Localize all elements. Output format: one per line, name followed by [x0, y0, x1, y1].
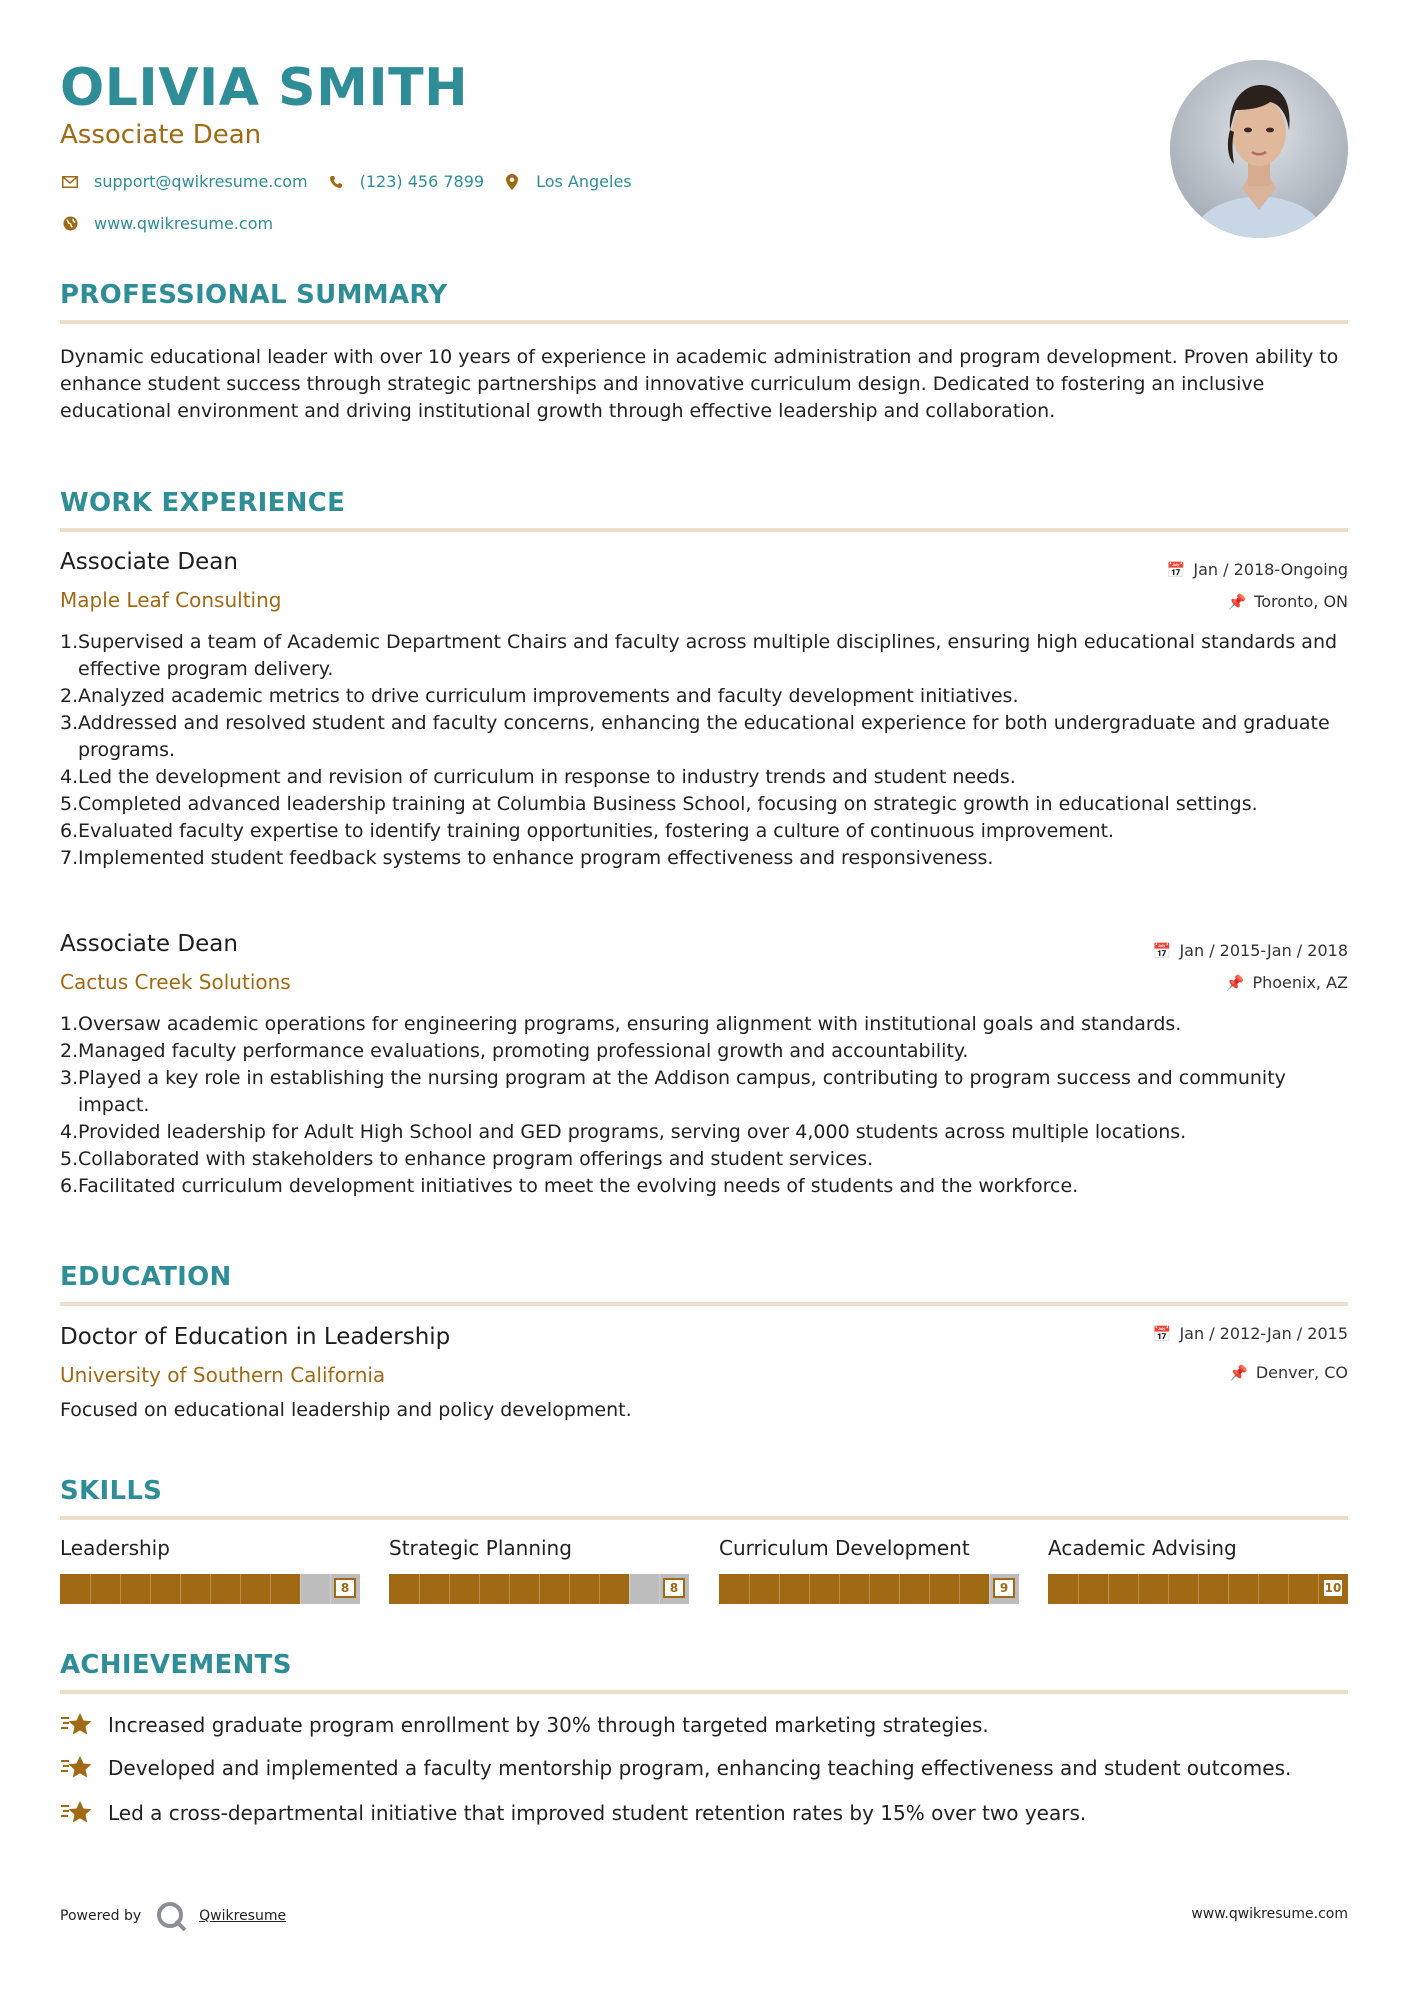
skill-segment-divider [419, 1574, 420, 1604]
qwikresume-brand-link[interactable]: Qwikresume [199, 1908, 287, 1924]
skill-score: 10 [1322, 1578, 1344, 1598]
achievement-text: Increased graduate program enrollment by 30% through targeted marketing strategies. [108, 1713, 989, 1737]
globe-icon [60, 216, 80, 231]
list-item: 6. Facilitated curriculum development initiatives to meet the evolving needs of students and the workforce. [60, 1175, 1079, 1197]
skill-segment-divider [240, 1574, 241, 1604]
list-item: 3. Played a key role in establishing the nursing program at the Addison campus, contributing to program success and community impact. [60, 1067, 1286, 1116]
summary-divider [60, 320, 1348, 324]
skill-bar [60, 1574, 360, 1604]
job-1-dates-text: Jan / 2018-Ongoing [1193, 560, 1348, 579]
achievement-text: Developed and implemented a faculty mentorship program, enhancing teaching effectiveness and student outcomes. [108, 1756, 1292, 1780]
trophy-star-icon [60, 1712, 94, 1738]
skill-name: Curriculum Development [719, 1536, 970, 1560]
powered-by-label: Powered by [60, 1908, 142, 1924]
job-1-bullets [60, 629, 1348, 872]
skill-bar [719, 1574, 1019, 1604]
job-1-dates [1167, 560, 1348, 579]
trophy-star-icon [60, 1755, 94, 1781]
phone-number[interactable]: (123) 456 7899 [359, 172, 485, 191]
skill-segment-divider [839, 1574, 840, 1604]
job-1-location-text: Toronto, ON [1254, 592, 1348, 611]
job-2-dates [1153, 941, 1348, 960]
experience-divider [60, 528, 1348, 532]
list-item: 5. Collaborated with stakeholders to enhance program offerings and student services. [60, 1148, 874, 1170]
contact-row-2 [60, 214, 291, 233]
education-divider [60, 1302, 1348, 1306]
skill-score: 8 [663, 1578, 685, 1598]
skill-segment-divider [809, 1574, 810, 1604]
skill-segment-divider [120, 1574, 121, 1604]
skill-segment-divider [959, 1574, 960, 1604]
skill-segment-divider [1078, 1574, 1079, 1604]
skill-segment-divider [300, 1574, 301, 1604]
trophy-star-icon [60, 1800, 94, 1826]
skill-academic-advising [1048, 1536, 1348, 1604]
job-2-location-text: Phoenix, AZ [1252, 973, 1348, 992]
education-location-text: Denver, CO [1255, 1363, 1348, 1382]
pushpin-icon: 📌 [1225, 974, 1245, 992]
skill-segment-divider [270, 1574, 271, 1604]
skill-segment-divider [899, 1574, 900, 1604]
candidate-title: Associate Dean [60, 120, 262, 150]
skill-segment-divider [449, 1574, 450, 1604]
achievements-divider [60, 1690, 1348, 1694]
summary-text: Dynamic educational leader with over 10 years of experience in academic administration and program development. Proven ability to enhance student success through strategic partnerships and innovative curriculum design. Dedicated to fostering an inclusive educational environment and driving institutional growth through effective leadership and collaboration. [60, 346, 1339, 422]
list-item: 7. Implemented student feedback systems to enhance program effectiveness and responsiveness. [60, 847, 994, 869]
skill-segment-divider [929, 1574, 930, 1604]
education-school: University of Southern California [60, 1363, 386, 1387]
list-item: 6. Evaluated faculty expertise to identify training opportunities, fostering a culture of continuous improvement. [60, 820, 1115, 842]
experience-heading: WORK EXPERIENCE [60, 488, 346, 518]
education-description: Focused on educational leadership and policy development. [60, 1399, 632, 1421]
achievements-heading: ACHIEVEMENTS [60, 1650, 292, 1680]
summary-heading: PROFESSIONAL SUMMARY [60, 280, 448, 310]
skill-segment-divider [1288, 1574, 1289, 1604]
job-2-company: Cactus Creek Solutions [60, 970, 291, 994]
skill-name: Academic Advising [1048, 1536, 1237, 1560]
skill-segment-divider [1228, 1574, 1229, 1604]
list-item: 2. Managed faculty performance evaluations, promoting professional growth and accountability. [60, 1040, 969, 1062]
skill-segment-divider [629, 1574, 630, 1604]
list-item: 3. Addressed and resolved student and faculty concerns, enhancing the educational experience for both undergraduate and graduate programs. [60, 712, 1330, 761]
job-2-bullets [60, 1011, 1348, 1200]
website-link[interactable]: www.qwikresume.com [94, 214, 274, 233]
skill-segment-divider [569, 1574, 570, 1604]
skill-strategic-planning [389, 1536, 689, 1604]
location-text: Los Angeles [536, 172, 632, 191]
list-item: 4. Led the development and revision of curriculum in response to industry trends and student needs. [60, 766, 1016, 788]
skill-segment-divider [479, 1574, 480, 1604]
skill-segment-divider [779, 1574, 780, 1604]
envelope-icon [60, 176, 80, 188]
achievement-item [60, 1755, 1291, 1781]
list-item: 2. Analyzed academic metrics to drive curriculum improvements and faculty development initiatives. [60, 685, 1019, 707]
skill-segment-divider [989, 1574, 990, 1604]
skill-segment-divider [869, 1574, 870, 1604]
skill-bar [1048, 1574, 1348, 1604]
skill-score: 8 [334, 1578, 356, 1598]
job-2-title: Associate Dean [60, 931, 238, 957]
education-location [1229, 1363, 1348, 1382]
skill-leadership [60, 1536, 360, 1604]
skill-score: 9 [993, 1578, 1015, 1598]
skill-segment-divider [150, 1574, 151, 1604]
skill-segment-divider [1168, 1574, 1169, 1604]
footer-website[interactable]: www.qwikresume.com [1191, 1906, 1348, 1922]
list-item: 5. Completed advanced leadership training at Columbia Business School, focusing on strategic growth in educational settings. [60, 793, 1258, 815]
footer-powered-by [60, 1900, 286, 1932]
list-item: 4. Provided leadership for Adult High School and GED programs, serving over 4,000 students across multiple locations. [60, 1121, 1187, 1143]
education-heading: EDUCATION [60, 1262, 232, 1292]
skill-segment-divider [1318, 1574, 1319, 1604]
skills-divider [60, 1516, 1348, 1520]
skill-segment-divider [1198, 1574, 1199, 1604]
pushpin-icon: 📌 [1227, 593, 1247, 611]
achievement-text: Led a cross-departmental initiative that improved student retention rates by 15% over two years. [108, 1801, 1087, 1825]
map-pin-icon [502, 174, 522, 190]
education-dates-text: Jan / 2012-Jan / 2015 [1179, 1324, 1348, 1343]
skill-name: Strategic Planning [389, 1536, 572, 1560]
skills-heading: SKILLS [60, 1476, 163, 1506]
job-2-dates-text: Jan / 2015-Jan / 2018 [1179, 941, 1348, 960]
calendar-icon: 📅 [1152, 942, 1172, 960]
skill-segment-divider [539, 1574, 540, 1604]
skill-segment-divider [180, 1574, 181, 1604]
education-dates [1153, 1324, 1348, 1343]
skill-segment-divider [1138, 1574, 1139, 1604]
skill-segment-divider [330, 1574, 331, 1604]
list-item: 1. Supervised a team of Academic Department Chairs and faculty across multiple disciplines, ensuring high educational standards and effective program delivery. [60, 631, 1338, 680]
contact-row-1 [60, 172, 650, 191]
calendar-icon: 📅 [1152, 1325, 1172, 1343]
achievement-item [60, 1800, 1086, 1826]
skill-segment-divider [599, 1574, 600, 1604]
candidate-name: OLIVIA SMITH [60, 58, 469, 118]
skill-segment-divider [659, 1574, 660, 1604]
skill-bar [389, 1574, 689, 1604]
education-degree: Doctor of Education in Leadership [60, 1324, 451, 1350]
job-2-location [1226, 973, 1348, 992]
skill-segment-divider [749, 1574, 750, 1604]
skill-segment-divider [1258, 1574, 1259, 1604]
qwikresume-logo-icon [155, 1900, 189, 1932]
skill-name: Leadership [60, 1536, 170, 1560]
profile-photo [1170, 60, 1348, 238]
job-1-title: Associate Dean [60, 549, 238, 575]
list-item: 1. Oversaw academic operations for engineering programs, ensuring alignment with institutional goals and standards. [60, 1013, 1182, 1035]
job-1-location [1228, 592, 1348, 611]
calendar-icon: 📅 [1166, 561, 1186, 579]
phone-icon [326, 175, 346, 189]
skill-segment-divider [90, 1574, 91, 1604]
skill-segment-divider [509, 1574, 510, 1604]
email-link[interactable]: support@qwikresume.com [94, 172, 308, 191]
job-1-company: Maple Leaf Consulting [60, 588, 282, 612]
skill-fill [719, 1574, 989, 1604]
skill-segment-divider [210, 1574, 211, 1604]
skill-curriculum-development [719, 1536, 1019, 1604]
pushpin-icon: 📌 [1229, 1364, 1248, 1382]
achievement-item [60, 1712, 989, 1738]
skill-segment-divider [1108, 1574, 1109, 1604]
